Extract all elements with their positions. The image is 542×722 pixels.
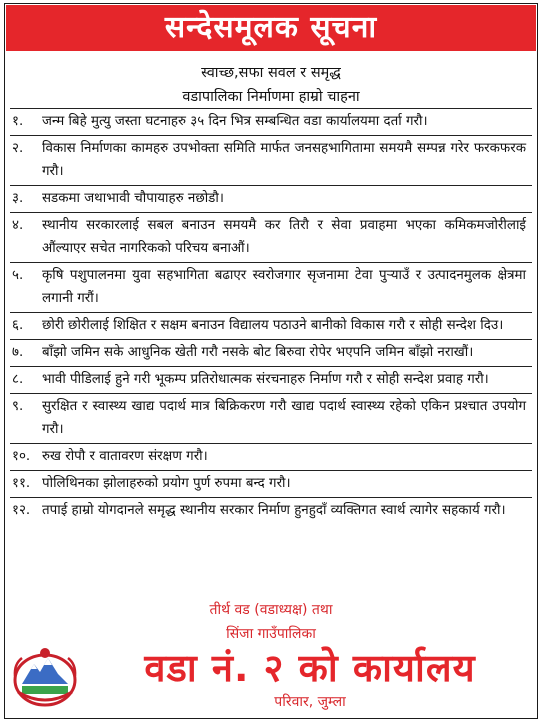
item-number: ३. [12, 191, 24, 206]
list-item [10, 393, 532, 443]
item-text: विकास निर्माणका कामहरु उपभोक्ता समिति मार्फत जनसहभागितामा समयमै सम्पन्न गरेर फरकफरक गरौ। [42, 141, 526, 179]
item-text: कृषि पशुपालनमा युवा सहभागिता बढाएर स्वरोजगार सृजनामा टेवा पुऱ्याउँ र उत्पादनमुलक क्षेत्रमा लगानी गरौं। [42, 268, 526, 306]
list-item [10, 470, 532, 497]
item-text: बाँझो जमिन सके आधुनिक खेती गरौ नसके बोट बिरुवा रोपेर भएपनि जमिन बाँझो नराखौं। [42, 345, 474, 360]
list-item [10, 312, 532, 339]
item-number: १०. [12, 449, 31, 464]
list-item [10, 497, 532, 524]
item-text: सुरक्षित र स्वास्थ्य खाद्य पदार्थ मात्र बिक्रिकरण गरौ खाद्य पदार्थ स्वास्थ्य रहेको एकिन प्रश्चात उपयोग गरौ। [42, 399, 526, 437]
list-item [10, 108, 532, 135]
item-number: ७. [12, 345, 24, 360]
item-text: जन्म बिहे मुत्यु जस्ता घटनाहरु ३५ दिन भित्र सम्बन्धित वडा कार्यालयमा दर्ता गरौ। [42, 114, 428, 129]
item-number: १२. [12, 503, 31, 518]
item-number: ५. [12, 268, 24, 283]
municipality-name: सिंजा गाउँपालिका [226, 626, 316, 642]
item-text: छोरी छोरीलाई शिक्षित र सक्षम बनाउन विद्यालय पठाउने बानीको विकास गरौ र सोही सन्देश दिउ। [42, 318, 504, 333]
item-number: २. [12, 141, 24, 156]
item-number: ११. [12, 476, 31, 491]
office-location: परिवार, जुम्ला [274, 694, 346, 710]
list-item [10, 135, 532, 185]
item-text: पोलिथिनका झोलाहरुको प्रयोग पुर्ण रुपमा बन्द गरौ। [42, 476, 291, 491]
office-name: वडा नं. २ को कार्यालय [144, 646, 476, 690]
notice-list [10, 108, 532, 524]
list-item [10, 262, 532, 312]
item-text: तपाई हाम्रो योगदानले समृद्ध स्थानीय सरकार निर्माण हुनहुदाँ व्यक्तिगत स्वार्थ त्यागेर सहकार्य गरौ। [42, 503, 506, 518]
nepal-government-emblem-icon [10, 646, 80, 708]
item-number: १. [12, 114, 24, 129]
list-item [10, 212, 532, 262]
list-item [10, 443, 532, 470]
item-number: ४. [12, 218, 24, 233]
item-text: रुख रोपौ र वातावरण संरक्षण गरौ। [42, 449, 208, 464]
item-number: ६. [12, 318, 24, 333]
slogan-line-1: स्वाच्छ,सफा सवल र समृद्ध [201, 65, 341, 81]
item-number: ८. [12, 372, 24, 387]
slogan-line-2: वडापालिका निर्माणमा हाम्रो चाहना [182, 89, 360, 105]
item-text: भावी पीडिलाई हुने गरी भूकम्प प्रतिरोधात्मक संरचनाहरु निर्माण गरौ र सोही सन्देश प्रवाह गरौ। [42, 372, 489, 387]
signatory-line: तीर्थ वड (वडाध्यक्ष) तथा [209, 602, 333, 618]
list-item [10, 339, 532, 366]
list-item [10, 366, 532, 393]
item-text: सडकमा जथाभावी चौपायाहरु नछोडौ। [42, 191, 224, 206]
item-number: ९. [12, 399, 24, 414]
notice-title: सन्देसमूलक सूचना [6, 5, 536, 51]
list-item [10, 185, 532, 212]
item-text: स्थानीय सरकारलाई सबल बनाउन समयमै कर तिरौ र सेवा प्रवाहमा भएका कमिकमजोरीलाई औंल्याएर सचेत नागरिकको परिचय बनाऔं। [42, 218, 526, 256]
